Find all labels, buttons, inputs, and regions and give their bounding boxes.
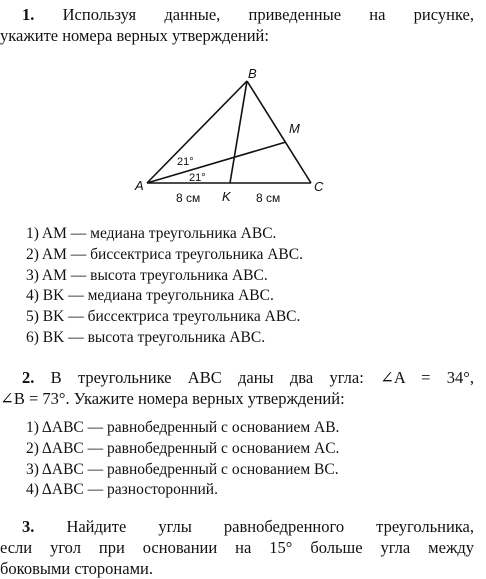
point-label-k: K [222, 189, 231, 204]
task-1-line-2: укажите номера верных утверждений: [0, 26, 269, 45]
task-2-option-2: 2) ΔABC — равнобедренный с основанием AC. [26, 439, 340, 457]
task-3-line-2: если угол при основании на 15° больше угла между [0, 538, 474, 557]
task-1-option-1: 1) AM — медиана треугольника ABC. [26, 225, 277, 242]
angle-label-bottom: 21° [189, 172, 206, 184]
task-3-number: 3. [22, 517, 35, 536]
triangle-diagram [135, 62, 340, 212]
task-1-statement [0, 4, 474, 46]
task-2-option-3: 3) ΔABC — равнобедренный с основанием BC. [26, 460, 339, 478]
task-1-option-2: 2) AM — биссектриса треугольника ABC. [26, 245, 303, 263]
task-2-line-2: ∠B = 73°. Укажите номера верных утверждений: [0, 389, 345, 408]
angle-label-top: 21° [177, 156, 194, 168]
task-3-line-1: 3. Найдите углы равнобедренного треугольника, [22, 517, 475, 536]
task-2-statement [0, 367, 474, 409]
task-1-option-3: 3) AM — высота треугольника ABC. [26, 266, 268, 284]
point-label-m: M [289, 121, 300, 136]
side-bc [247, 81, 311, 183]
task-2-option-1: 1) ΔABC — равнобедренный с основанием AB. [26, 419, 340, 436]
task-1-number: 1. [22, 5, 35, 24]
task-3-statement [0, 516, 474, 579]
triangle-figure [135, 62, 340, 212]
task-2-option-4: 4) ΔABC — разносторонний. [26, 481, 218, 499]
task-1-option-4: 4) BK — медиана треугольника ABC. [26, 287, 274, 305]
length-label-kc: 8 см [256, 191, 281, 205]
task-1-line-1: 1. Используя данные, приведенные на рисунке, [22, 5, 474, 24]
task-2-number: 2. [22, 368, 35, 387]
point-label-c: C [314, 179, 324, 194]
task-3-line-3: боковыми сторонами. [0, 559, 153, 578]
task-1-option-6: 6) BK — высота треугольника ABC. [26, 328, 266, 346]
task-1-option-5: 5) BK — биссектриса треугольника ABC. [26, 308, 301, 326]
task-1-options [26, 224, 303, 349]
task-2-options [26, 418, 339, 501]
length-label-ak: 8 см [176, 191, 201, 205]
point-label-a: A [135, 178, 144, 193]
task-2-line-1: 2. В треугольнике ABC даны два угла: ∠A = 34°, [22, 368, 474, 387]
point-label-b: B [248, 66, 257, 81]
